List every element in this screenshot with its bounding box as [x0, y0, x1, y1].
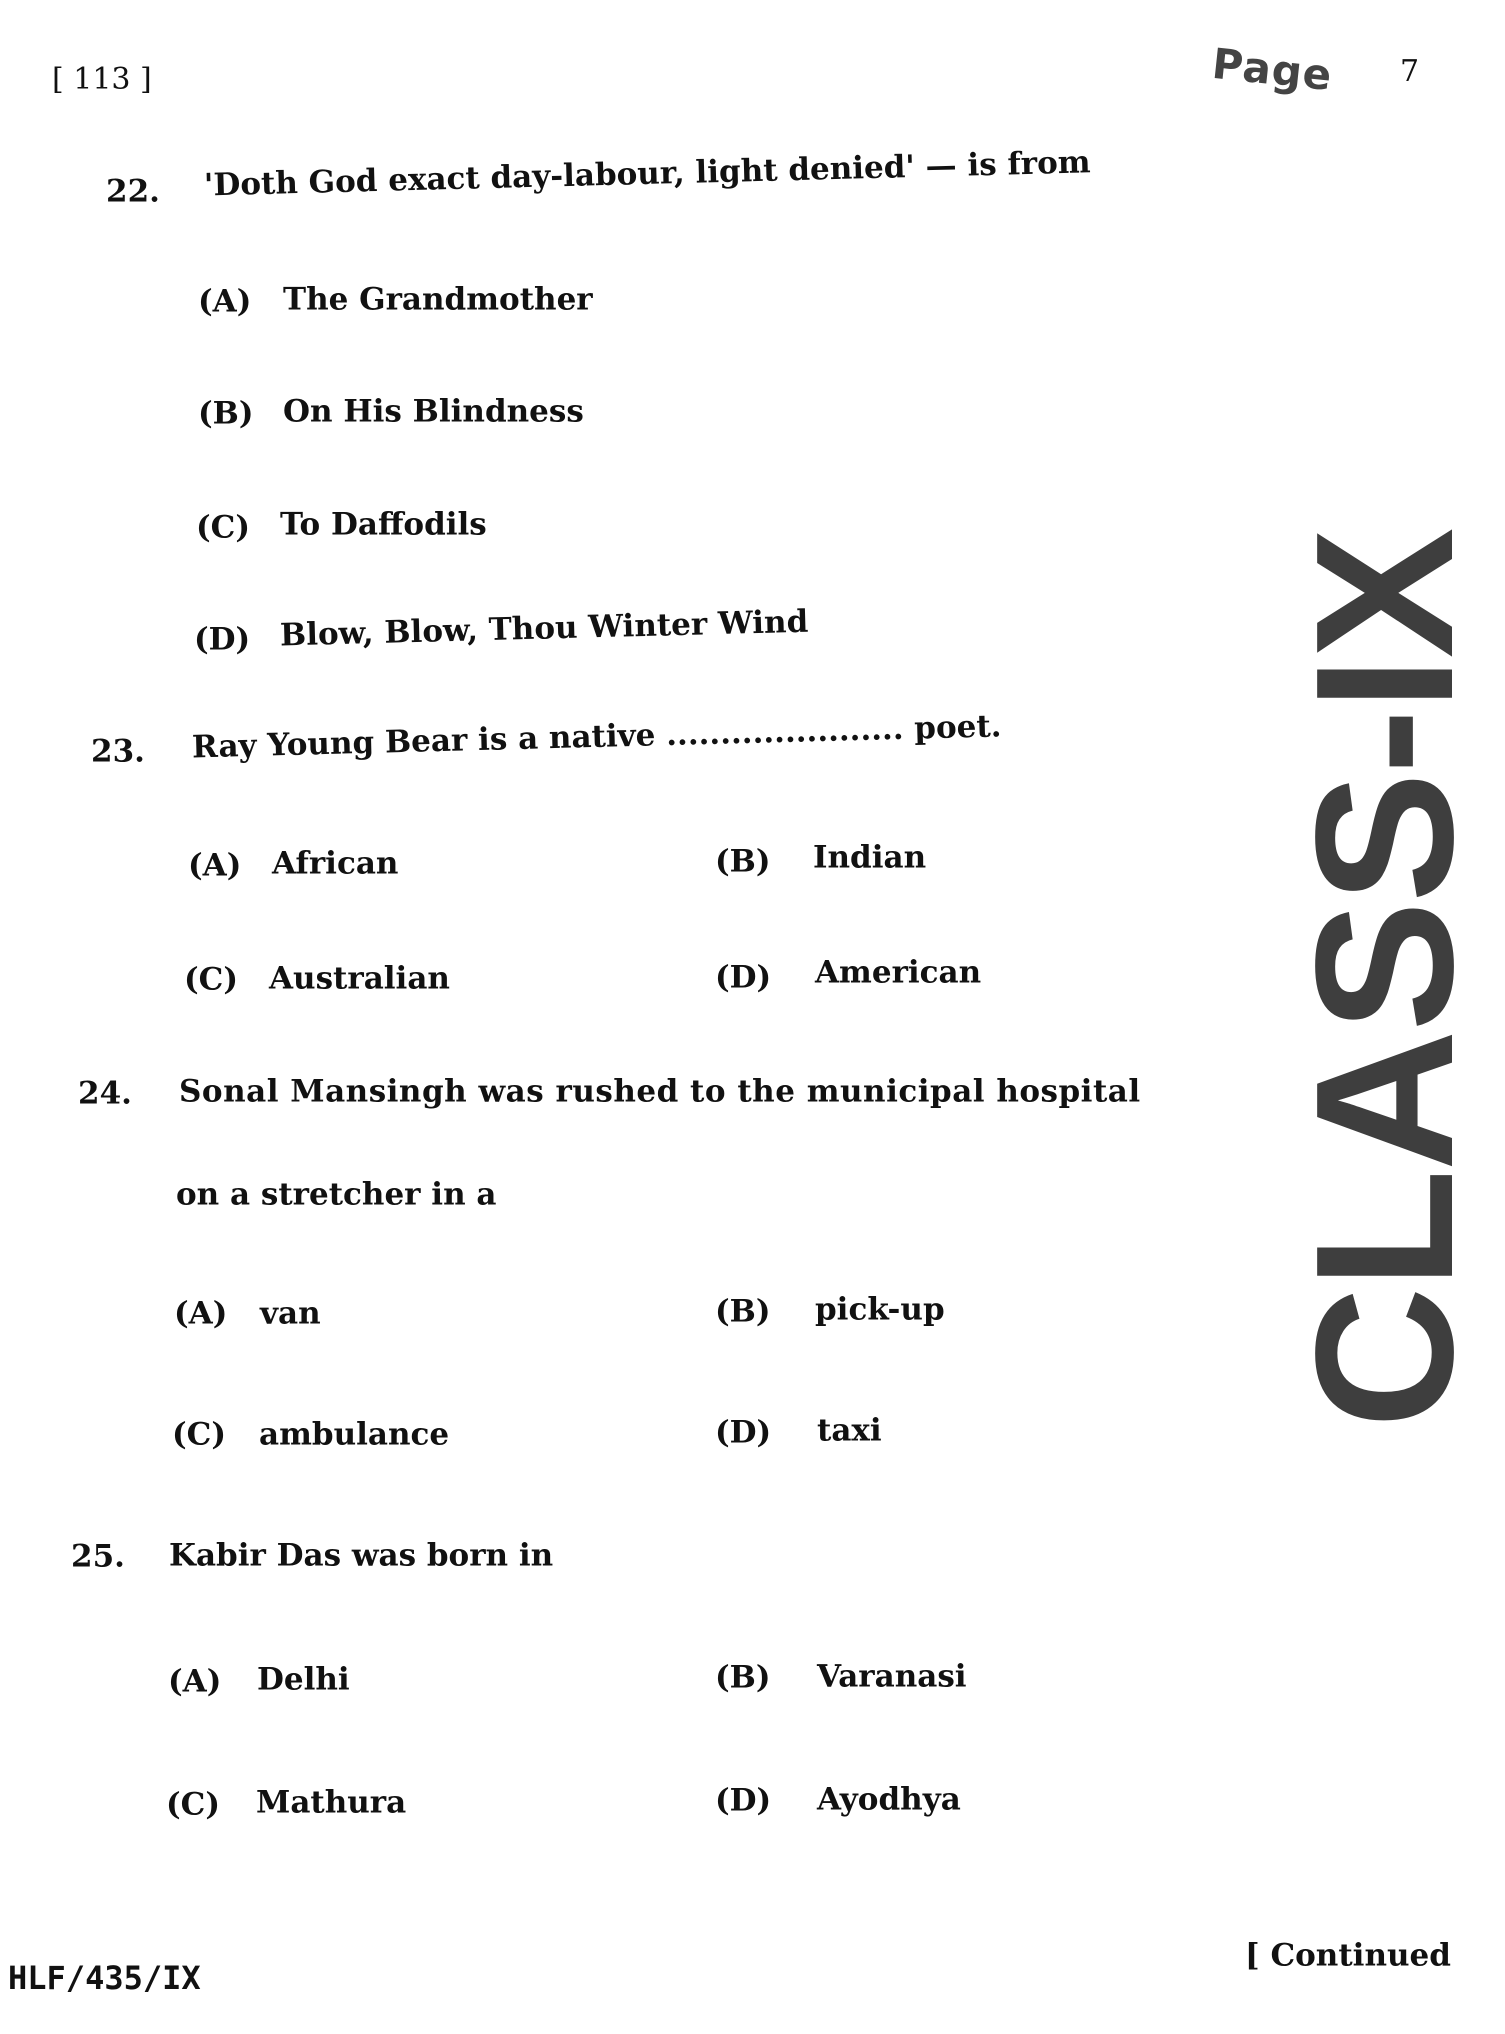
option-label: (A)	[174, 1295, 228, 1332]
option-text: African	[272, 845, 399, 882]
option-label: (D)	[715, 959, 772, 996]
option-text: Delhi	[257, 1661, 350, 1698]
option-label: (C)	[166, 1786, 221, 1823]
option-text: Indian	[813, 839, 927, 876]
option-label: (C)	[172, 1416, 227, 1453]
option-text: Varanasi	[817, 1658, 967, 1695]
option-label: (A)	[168, 1663, 222, 1700]
question-number: 23.	[91, 733, 145, 770]
option-label: (B)	[715, 843, 771, 880]
page-number: 7	[1400, 54, 1420, 89]
option-text: van	[260, 1295, 321, 1332]
option-label: (D)	[194, 621, 251, 658]
option-text: The Grandmother	[283, 281, 593, 318]
option-label: (D)	[715, 1782, 772, 1819]
option-text: ambulance	[259, 1416, 450, 1453]
option-label: (B)	[715, 1293, 771, 1330]
footer-code: HLF/435/IX	[8, 1959, 201, 1997]
option-label: (C)	[184, 961, 239, 998]
page-label: Page	[1209, 38, 1335, 101]
option-label: (A)	[198, 283, 252, 320]
continued-note: [ Continued	[1245, 1937, 1451, 1974]
class-ix-stamp: CLASS-IX	[1275, 529, 1494, 1429]
option-text: Mathura	[256, 1784, 407, 1821]
option-label: (C)	[196, 509, 251, 546]
question-text: Sonal Mansingh was rushed to the municipal hospital	[179, 1073, 1141, 1110]
question-number: 22.	[106, 173, 160, 210]
option-text: On His Blindness	[283, 393, 584, 430]
option-text: Ayodhya	[817, 1781, 961, 1818]
option-text: taxi	[817, 1412, 882, 1449]
option-text: pick-up	[815, 1291, 945, 1328]
option-text: Blow, Blow, Thou Winter Wind	[279, 603, 809, 654]
question-number: 24.	[78, 1075, 132, 1112]
paper-code: [ 113 ]	[52, 62, 152, 97]
option-label: (D)	[715, 1414, 772, 1451]
option-text: Australian	[269, 960, 450, 997]
question-text: Ray Young Bear is a native ...................... poet.	[191, 708, 1002, 766]
option-text: To Daffodils	[280, 506, 487, 543]
option-label: (B)	[715, 1659, 771, 1696]
option-text: American	[815, 954, 982, 991]
question-text-continued: on a stretcher in a	[176, 1176, 497, 1213]
question-number: 25.	[71, 1538, 125, 1575]
option-label: (B)	[198, 395, 254, 432]
question-text: Kabir Das was born in	[169, 1537, 554, 1574]
option-label: (A)	[188, 847, 242, 884]
question-text: 'Doth God exact day-labour, light denied' — is from	[203, 144, 1092, 204]
